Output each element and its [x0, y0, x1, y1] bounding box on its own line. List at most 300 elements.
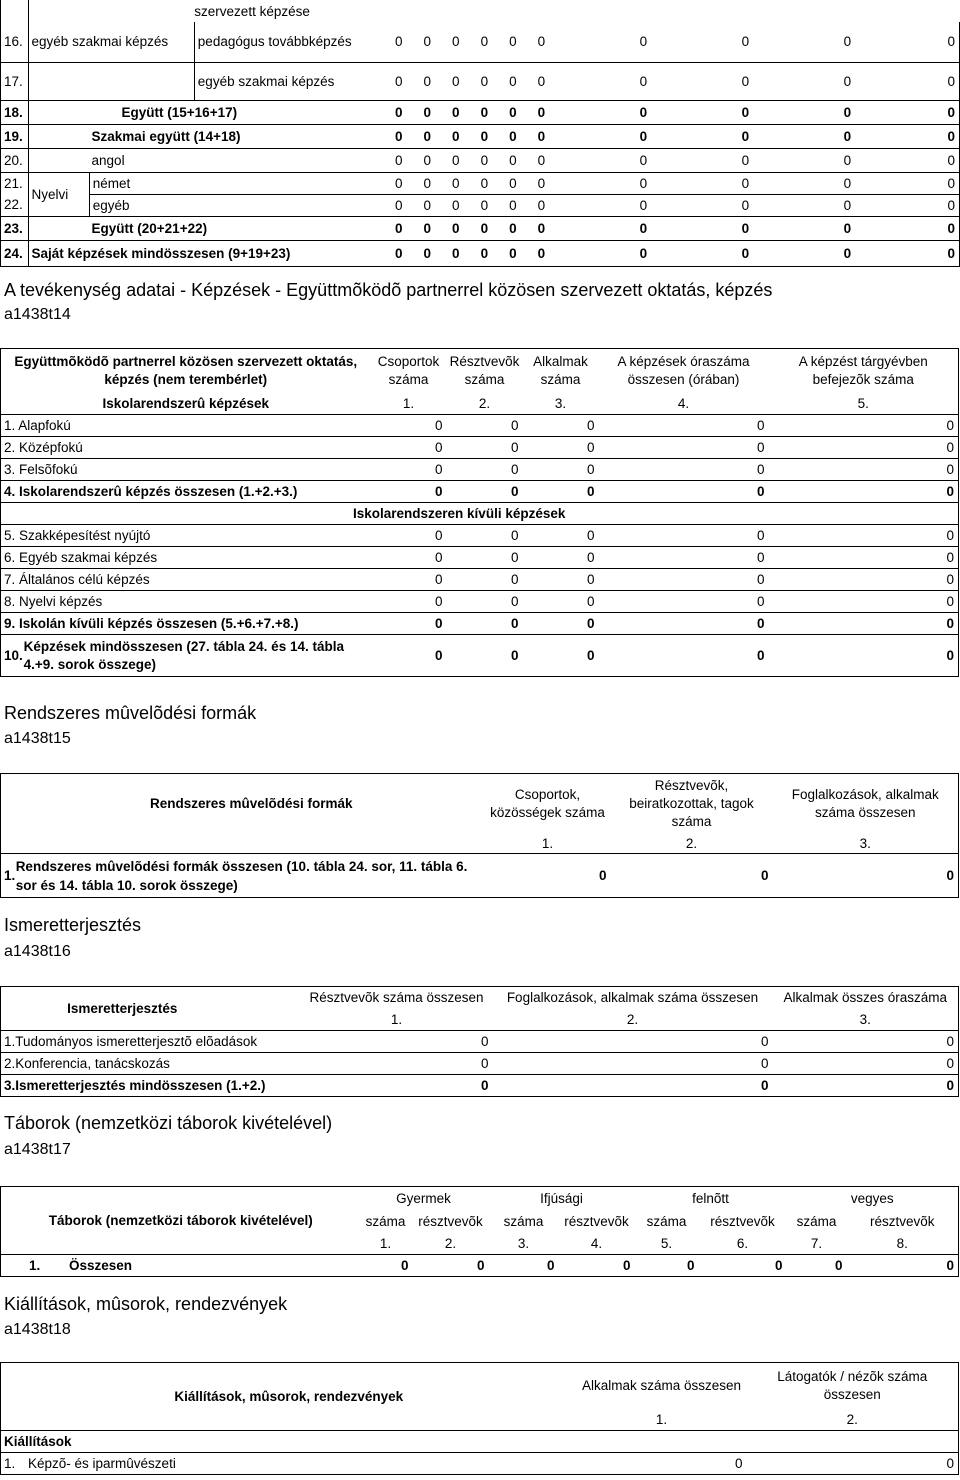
- cell: 0: [741, 128, 750, 144]
- row-label: Együtt (15+16+17): [121, 104, 238, 120]
- cell: 0: [760, 1034, 769, 1049]
- table-row: [1, 148, 960, 172]
- cell: 0: [452, 128, 460, 144]
- cell: 0: [480, 73, 489, 89]
- cell: 0: [843, 34, 852, 50]
- cell: 0: [586, 484, 595, 499]
- cell: 0: [480, 197, 489, 213]
- cell: 0: [394, 34, 403, 50]
- header-cell: felnõtt: [692, 1191, 729, 1207]
- cell: 0: [510, 484, 519, 499]
- row-no: 22.: [1, 194, 29, 216]
- table-row: [1, 613, 959, 635]
- table-code: a1438t18: [4, 1321, 71, 1338]
- cell: 0: [394, 197, 403, 213]
- row-label: szervezett képzése: [194, 3, 310, 19]
- section-title: Rendszeres mûvelõdési formák: [4, 703, 257, 723]
- cell: 0: [835, 1258, 843, 1273]
- cell: 0: [477, 1258, 485, 1273]
- table-row: [1, 240, 960, 266]
- row-label: 7. Általános célú képzés: [1, 569, 371, 591]
- row-label: Együtt (20+21+22): [91, 220, 208, 236]
- cell: 0: [756, 572, 765, 587]
- row-no: 21.: [1, 172, 29, 194]
- cell: 0: [423, 34, 431, 50]
- cell: 0: [423, 152, 431, 168]
- header-cell: Résztvevõk száma: [449, 353, 520, 387]
- cell: 0: [769, 437, 959, 459]
- table-17: [0, 1186, 959, 1277]
- cell: 0: [452, 104, 460, 120]
- table-row: [1, 1255, 959, 1277]
- cell: 0: [773, 854, 959, 898]
- table-row: [1, 100, 960, 124]
- subheader: száma: [646, 1214, 687, 1229]
- cell: 0: [741, 104, 750, 120]
- row-label-text: Összesen: [69, 1258, 133, 1273]
- cell: 0: [756, 550, 765, 565]
- cell: 0: [464, 172, 493, 194]
- row-no: 17.: [1, 62, 29, 100]
- cell: 0: [537, 128, 546, 144]
- cell: 0: [855, 148, 959, 172]
- cell: 0: [855, 240, 959, 266]
- section-title: Táborok (nemzetközi táborok kivételével): [4, 1113, 333, 1133]
- table-row: [1, 591, 959, 613]
- section-title: Kiállítások, mûsorok, rendezvények: [4, 1294, 288, 1314]
- col-num: 6.: [736, 1235, 749, 1251]
- cell: 0: [769, 547, 959, 569]
- row-label: egyéb: [92, 197, 130, 213]
- cell: 0: [509, 104, 517, 120]
- cell: 0: [394, 245, 403, 261]
- header-cell: Csoportok száma: [377, 353, 440, 387]
- table-row: [1, 1031, 959, 1053]
- col-num: 1.: [541, 835, 554, 851]
- col-num: 7.: [810, 1235, 823, 1251]
- table-18: [0, 1362, 959, 1475]
- cell: 0: [741, 73, 750, 89]
- cell: 0: [510, 572, 519, 587]
- cell: 0: [537, 73, 546, 89]
- row-no: 1.: [4, 868, 16, 883]
- col-num: 3.: [517, 1235, 530, 1251]
- cell: 0: [769, 635, 959, 677]
- subheader: résztvevõk: [710, 1214, 775, 1229]
- subheader: résztvevõk: [418, 1214, 483, 1229]
- row-no: 16.: [1, 22, 29, 62]
- cell: 0: [639, 152, 648, 168]
- row-label: egyéb szakmai képzés: [197, 73, 335, 89]
- cell: 0: [586, 572, 595, 587]
- cell: 0: [480, 220, 489, 236]
- col-num: 5.: [769, 393, 959, 415]
- cell: 0: [769, 591, 959, 613]
- cell: 0: [434, 484, 443, 499]
- cell: 0: [480, 34, 489, 50]
- row-label: 5. Szakképesítést nyújtó: [1, 525, 371, 547]
- cell: 0: [769, 459, 959, 481]
- cell: 0: [406, 172, 435, 194]
- cell: 0: [586, 418, 595, 433]
- cell: 0: [480, 1034, 489, 1049]
- cell: 0: [521, 172, 550, 194]
- col-num: 1.: [655, 1411, 668, 1427]
- row-label: 2. Középfokú: [1, 437, 371, 459]
- row-label-text: Tudományos ismeretterjesztõ elõadások: [15, 1034, 258, 1049]
- cell: 0: [586, 528, 595, 543]
- cell: 0: [394, 220, 403, 236]
- cell: 0: [480, 1078, 489, 1093]
- row-no: 10.: [4, 648, 23, 663]
- cell: 0: [760, 1078, 769, 1093]
- cell: 0: [843, 128, 852, 144]
- header-cell: Ismeretterjesztés: [1, 987, 301, 1031]
- cell: 0: [769, 525, 959, 547]
- cell: 0: [434, 648, 443, 663]
- cell: 0: [434, 528, 443, 543]
- cell: 0: [855, 124, 959, 148]
- cell: 0: [747, 1453, 959, 1475]
- header-cell: Csoportok, közösségek száma: [490, 786, 605, 820]
- row-label: [1, 1255, 359, 1277]
- table-row: [1, 62, 960, 100]
- table-row: [1, 525, 959, 547]
- cell: 0: [452, 245, 460, 261]
- cell: 0: [537, 104, 546, 120]
- cell: 0: [773, 1031, 959, 1053]
- cell: 0: [452, 152, 460, 168]
- cell: 0: [756, 484, 765, 499]
- cell: 0: [639, 220, 648, 236]
- cell: 0: [843, 104, 852, 120]
- cell: 0: [434, 550, 443, 565]
- cell: 0: [509, 245, 517, 261]
- cell: 0: [509, 73, 517, 89]
- cell: 0: [773, 1053, 959, 1075]
- cell: 0: [741, 245, 750, 261]
- row-label: [1, 854, 485, 898]
- header-cell: Táborok (nemzetközi táborok kivételével): [1, 1187, 359, 1255]
- cell: 0: [586, 462, 595, 477]
- table-14: [0, 348, 959, 677]
- cell: 0: [760, 868, 769, 883]
- row-label: [1, 1453, 577, 1475]
- cell: 0: [510, 616, 519, 631]
- cell: 0: [510, 528, 519, 543]
- row-label: [1, 1053, 301, 1075]
- cell: 0: [586, 550, 595, 565]
- cell: 0: [510, 418, 519, 433]
- table-row: [1, 415, 959, 437]
- col-num: 2.: [747, 1409, 959, 1431]
- header-cell: Együttmõködõ partnerrel közösen szervezett oktatás, képzés (nem terembérlet): [1, 349, 371, 393]
- cell: 0: [434, 572, 443, 587]
- cell: 0: [639, 104, 648, 120]
- cell: 0: [843, 220, 852, 236]
- cell: 0: [423, 197, 431, 213]
- cell: 0: [452, 220, 460, 236]
- cell: 0: [734, 1456, 743, 1471]
- table-row: [1, 194, 960, 216]
- cell: 0: [639, 34, 648, 50]
- row-label: pedagógus továbbképzés: [197, 34, 352, 50]
- col-num: 2.: [444, 1235, 457, 1251]
- cell: 0: [586, 648, 595, 663]
- group-label: Nyelvi: [28, 172, 89, 216]
- row-label-text: Képzõ- és iparmûvészeti: [28, 1456, 176, 1471]
- subheader: Iskolarendszerû képzések: [1, 393, 371, 415]
- cell: 0: [623, 1258, 631, 1273]
- row-label: Saját képzések mindösszesen (9+19+23): [31, 245, 291, 261]
- cell: 0: [586, 440, 595, 455]
- cell: 0: [756, 616, 765, 631]
- section-title: Ismeretterjesztés: [4, 915, 142, 935]
- group-label: egyéb szakmai képzés: [28, 22, 194, 62]
- cell: 0: [480, 152, 489, 168]
- cell: 0: [480, 1056, 489, 1071]
- cell: 0: [510, 440, 519, 455]
- row-label-text: Ismeretterjesztés mindösszesen (1.+2.): [15, 1078, 266, 1093]
- cell: 0: [843, 73, 852, 89]
- cell: 0: [741, 152, 750, 168]
- cell: 0: [855, 22, 959, 62]
- col-num: 2.: [685, 835, 698, 851]
- table-row: [1, 569, 959, 591]
- header-cell: Foglalkozások, alkalmak száma összesen: [773, 774, 959, 834]
- cell: 0: [639, 73, 648, 89]
- cell: 0: [492, 172, 521, 194]
- cell: 0: [378, 172, 407, 194]
- cell: 0: [509, 220, 517, 236]
- cell: 0: [400, 1258, 409, 1273]
- cell: 0: [775, 1258, 783, 1273]
- table-row: [1, 1075, 959, 1097]
- header-cell: Alkalmak összes óraszáma: [773, 987, 959, 1009]
- header-cell: Alkalmak száma: [533, 353, 588, 387]
- cell: 0: [855, 194, 959, 216]
- col-num: 3.: [554, 395, 567, 411]
- cell: 0: [753, 172, 855, 194]
- cell: 0: [639, 197, 648, 213]
- row-no: 20.: [1, 148, 29, 172]
- cell: 0: [843, 245, 852, 261]
- header-cell: Ifjúsági: [540, 1191, 583, 1207]
- cell: 0: [756, 440, 765, 455]
- cell: 0: [510, 550, 519, 565]
- cell: 0: [598, 868, 607, 883]
- header-cell: Alkalmak száma összesen: [581, 1377, 742, 1393]
- cell: 0: [756, 648, 765, 663]
- cell: 0: [509, 34, 517, 50]
- cell: 0: [547, 1258, 555, 1273]
- cell: 0: [756, 462, 765, 477]
- cell: 0: [855, 62, 959, 100]
- cell: 0: [423, 73, 431, 89]
- col-num: 2.: [626, 1011, 639, 1027]
- col-num: 2.: [478, 395, 491, 411]
- header-cell: A képzést tárgyévben befejezõk száma: [769, 349, 959, 393]
- cell: 0: [509, 197, 517, 213]
- row-label: [1, 635, 371, 677]
- row-label-text: Rendszeres mûvelõdési formák összesen (10. tábla 24. sor, 11. tábla 6. sor és 14. tábla 10. sorok összege): [15, 858, 468, 893]
- header-cell: A képzések óraszáma összesen (órában): [617, 353, 750, 387]
- row-no: 1.: [4, 1034, 16, 1049]
- cell: 0: [452, 34, 460, 50]
- cell: 0: [394, 152, 403, 168]
- subheader: száma: [503, 1214, 544, 1229]
- subheader: résztvevõk: [564, 1214, 629, 1229]
- cell: 0: [855, 216, 959, 240]
- row-label: [1, 1075, 301, 1097]
- cell: 0: [760, 1056, 769, 1071]
- cell: 0: [394, 104, 403, 120]
- col-num: 8.: [847, 1233, 959, 1255]
- table-row: [1, 459, 959, 481]
- row-no: 23.: [1, 216, 29, 240]
- subheader: Iskolarendszeren kívüli képzések: [1, 503, 959, 525]
- header-cell: Foglalkozások, alkalmak száma összesen: [506, 990, 759, 1006]
- cell: 0: [756, 418, 765, 433]
- cell: 0: [741, 220, 750, 236]
- table-row: [1, 437, 959, 459]
- row-label: [1, 1031, 301, 1053]
- cell: 0: [510, 462, 519, 477]
- col-num: 4.: [677, 395, 690, 411]
- cell: 0: [423, 104, 431, 120]
- row-label: 9. Iskolán kívüli képzés összesen (5.+6.+7.+8.): [1, 613, 371, 635]
- cell: 0: [510, 594, 519, 609]
- row-label: angol: [91, 152, 125, 168]
- row-label-text: Képzések mindösszesen (27. tábla 24. és 14. tábla 4.+9. sorok összege): [23, 638, 344, 672]
- col-num: 1.: [402, 395, 415, 411]
- cell: 0: [843, 152, 852, 168]
- table-row: [1, 854, 959, 898]
- table-13: [0, 0, 960, 267]
- row-label: 8. Nyelvi képzés: [1, 591, 371, 613]
- table-row: [1, 635, 959, 677]
- cell: 0: [549, 172, 651, 194]
- col-num: 4.: [590, 1235, 603, 1251]
- table-row: [1, 1053, 959, 1075]
- cell: 0: [480, 245, 489, 261]
- table-row: [1, 547, 959, 569]
- cell: 0: [452, 73, 460, 89]
- cell: 0: [434, 418, 443, 433]
- cell: 0: [509, 128, 517, 144]
- subheader: Kiállítások: [1, 1431, 959, 1453]
- cell: 0: [510, 648, 519, 663]
- cell: 0: [394, 128, 403, 144]
- cell: 0: [394, 73, 403, 89]
- cell: 0: [769, 569, 959, 591]
- cell: 0: [434, 594, 443, 609]
- cell: 0: [435, 172, 464, 194]
- header-cell: Résztvevõk száma összesen: [309, 990, 484, 1006]
- cell: 0: [452, 197, 460, 213]
- table-row: [1, 22, 960, 62]
- table-code: a1438t16: [4, 943, 71, 960]
- cell: 0: [855, 100, 959, 124]
- cell: 0: [756, 528, 765, 543]
- cell: 0: [586, 594, 595, 609]
- cell: 0: [537, 197, 546, 213]
- cell: 0: [537, 220, 546, 236]
- row-no: 18.: [1, 100, 29, 124]
- cell: 0: [687, 1258, 695, 1273]
- row-no: 3.: [4, 1078, 16, 1093]
- table-row: [1, 216, 960, 240]
- cell: 0: [480, 128, 489, 144]
- col-num: 3.: [773, 1009, 959, 1031]
- row-label: 3. Felsõfokú: [1, 459, 371, 481]
- col-num: 1.: [379, 1235, 392, 1251]
- cell: 0: [773, 1075, 959, 1097]
- cell: 0: [769, 415, 959, 437]
- table-row: [1, 124, 960, 148]
- cell: 0: [855, 172, 959, 194]
- row-no: 1.: [29, 1258, 41, 1273]
- cell: 0: [434, 462, 443, 477]
- row-label: Szakmai együtt (14+18): [91, 128, 241, 144]
- cell: 0: [741, 197, 750, 213]
- table-row: [1, 172, 960, 194]
- table-16: [0, 986, 959, 1097]
- table-row: [1, 481, 959, 503]
- cell: 0: [434, 616, 443, 631]
- cell: 0: [537, 245, 546, 261]
- section-title: A tevékenység adatai - Képzések - Együttmõködõ partnerrel közösen szervezett oktatás, képzés: [4, 280, 773, 300]
- subheader: résztvevõk: [847, 1211, 959, 1233]
- cell: 0: [639, 245, 648, 261]
- header-cell: Rendszeres mûvelõdési formák: [1, 774, 485, 834]
- row-label: 4. Iskolarendszerû képzés összesen (1.+2.+3.): [1, 481, 371, 503]
- row-no: 19.: [1, 124, 29, 148]
- header-cell: Gyermek: [396, 1191, 451, 1207]
- col-num: 1.: [390, 1011, 403, 1027]
- row-no: 2.: [4, 1056, 16, 1071]
- header-cell: Résztvevõk, beiratkozottak, tagok száma: [629, 777, 754, 829]
- cell: 0: [537, 152, 546, 168]
- row-label-text: Konferencia, tanácskozás: [15, 1056, 170, 1071]
- table-code: a1438t14: [4, 306, 71, 323]
- row-label: 6. Egyéb szakmai képzés: [1, 547, 371, 569]
- cell: 0: [537, 34, 546, 50]
- subheader: száma: [365, 1214, 406, 1229]
- table-code: a1438t17: [4, 1141, 71, 1158]
- table-row: [1, 1453, 959, 1475]
- header-cell: Látogatók / nézõk száma összesen: [747, 1363, 959, 1409]
- cell: 0: [434, 440, 443, 455]
- row-no: 24.: [1, 240, 29, 266]
- header-cell: Kiállítások, mûsorok, rendezvények: [1, 1363, 577, 1431]
- table-code: a1438t15: [4, 730, 71, 747]
- cell: 0: [843, 197, 852, 213]
- row-label: 1. Alapfokú: [1, 415, 371, 437]
- row-no: 1.: [4, 1456, 16, 1471]
- cell: 0: [480, 104, 489, 120]
- cell: 0: [741, 34, 750, 50]
- table-15: [0, 773, 959, 898]
- cell: 0: [769, 481, 959, 503]
- header-cell: vegyes: [787, 1187, 959, 1211]
- col-num: 5.: [660, 1235, 673, 1251]
- cell: 0: [423, 245, 431, 261]
- cell: 0: [651, 172, 753, 194]
- cell: 0: [769, 613, 959, 635]
- cell: 0: [847, 1255, 959, 1277]
- cell: 0: [756, 594, 765, 609]
